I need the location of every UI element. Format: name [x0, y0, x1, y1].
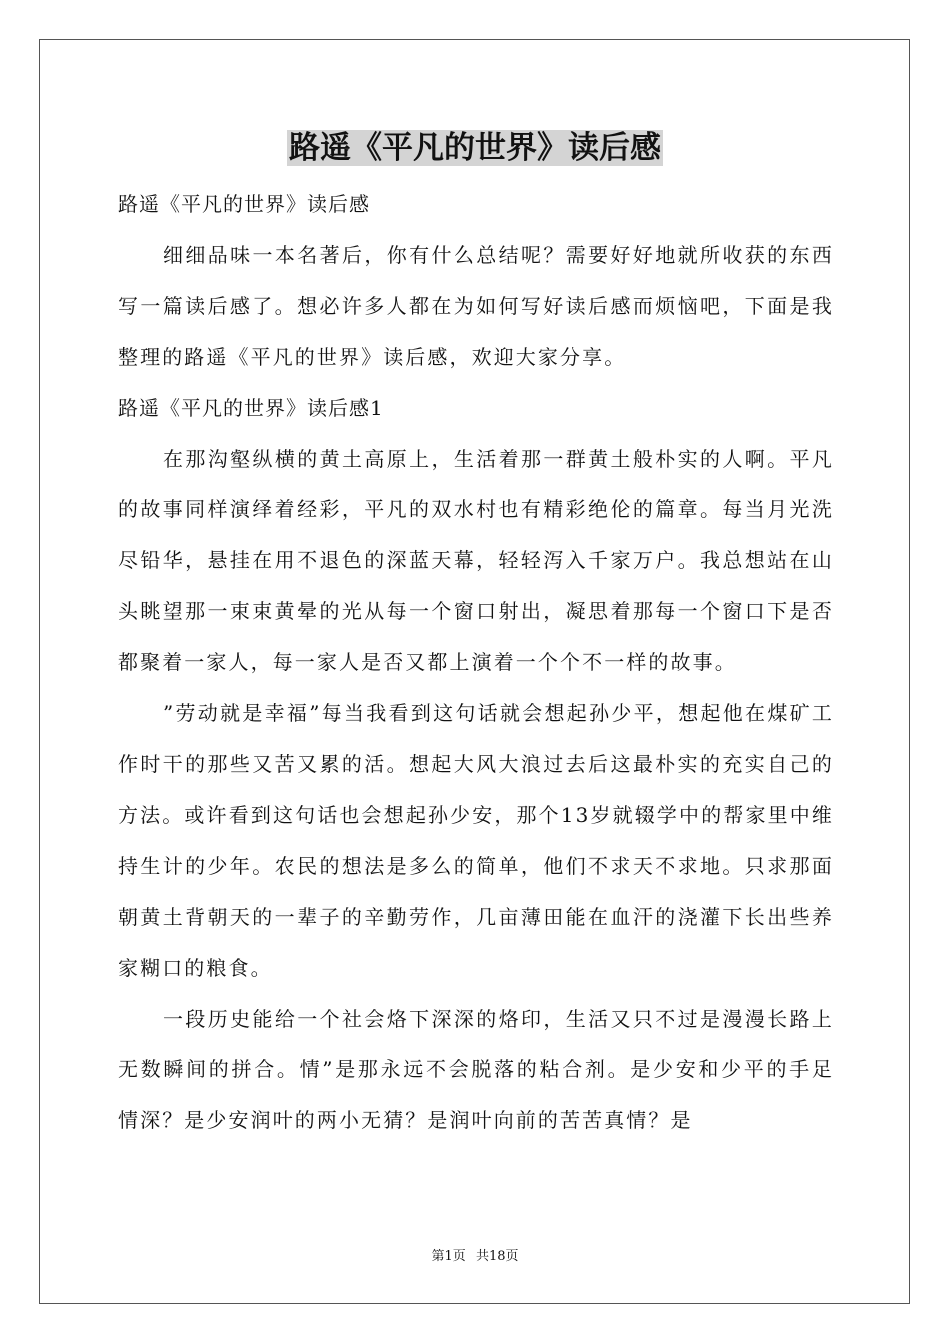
document-body: [118, 179, 834, 1146]
paragraph-intro: 细细品味一本名著后，你有什么总结呢？需要好好地就所收获的东西写一篇读后感了。想必许多人都在为如何写好读后感而烦恼吧，下面是我整理的路遥《平凡的世界》读后感，欢迎大家分享。: [118, 242, 834, 369]
document-title: [0, 126, 950, 170]
document-title-text: 路遥《平凡的世界》读后感: [289, 130, 661, 166]
section-heading-intro: 路遥《平凡的世界》读后感: [118, 192, 370, 216]
section-heading-1: 路遥《平凡的世界》读后感1: [118, 395, 384, 420]
page-total: 共18页: [475, 1249, 519, 1264]
page-footer: [0, 1248, 950, 1266]
page-number: 第1页: [431, 1249, 466, 1264]
paragraph-2: ”劳动就是幸福”每当我看到这句话就会想起孙少平，想起他在煤矿工作时干的那些又苦又累的活。想起大风大浪过去后这最朴实的充实自己的方法。或许看到这句话也会想起孙少安，那个13岁就辍学中的帮家里中维持生计的少年。农民的想法是多么的简单，他们不求天不求地。只求那面朝黄土背朝天的一辈子的辛勤劳作，几亩薄田能在血汗的浇灌下长出些养家糊口的粮食。: [118, 701, 834, 980]
paragraph-3: 一段历史能给一个社会烙下深深的烙印，生活又只不过是漫漫长路上无数瞬间的拼合。情”是那永远不会脱落的粘合剂。是少安和少平的手足情深？是少安润叶的两小无猜？是润叶向前的苦苦真情？是: [118, 1006, 834, 1133]
paragraph-1: 在那沟壑纵横的黄土高原上，生活着那一群黄土般朴实的人啊。平凡的故事同样演绎着经彩，平凡的双水村也有精彩绝伦的篇章。每当月光洗尽铅华，悬挂在用不退色的深蓝天幕，轻轻泻入千家万户。我总想站在山头眺望那一束束黄晕的光从每一个窗口射出，凝思着那每一个窗口下是否都聚着一家人，每一家人是否又都上演着一个个不一样的故事。: [118, 446, 834, 675]
